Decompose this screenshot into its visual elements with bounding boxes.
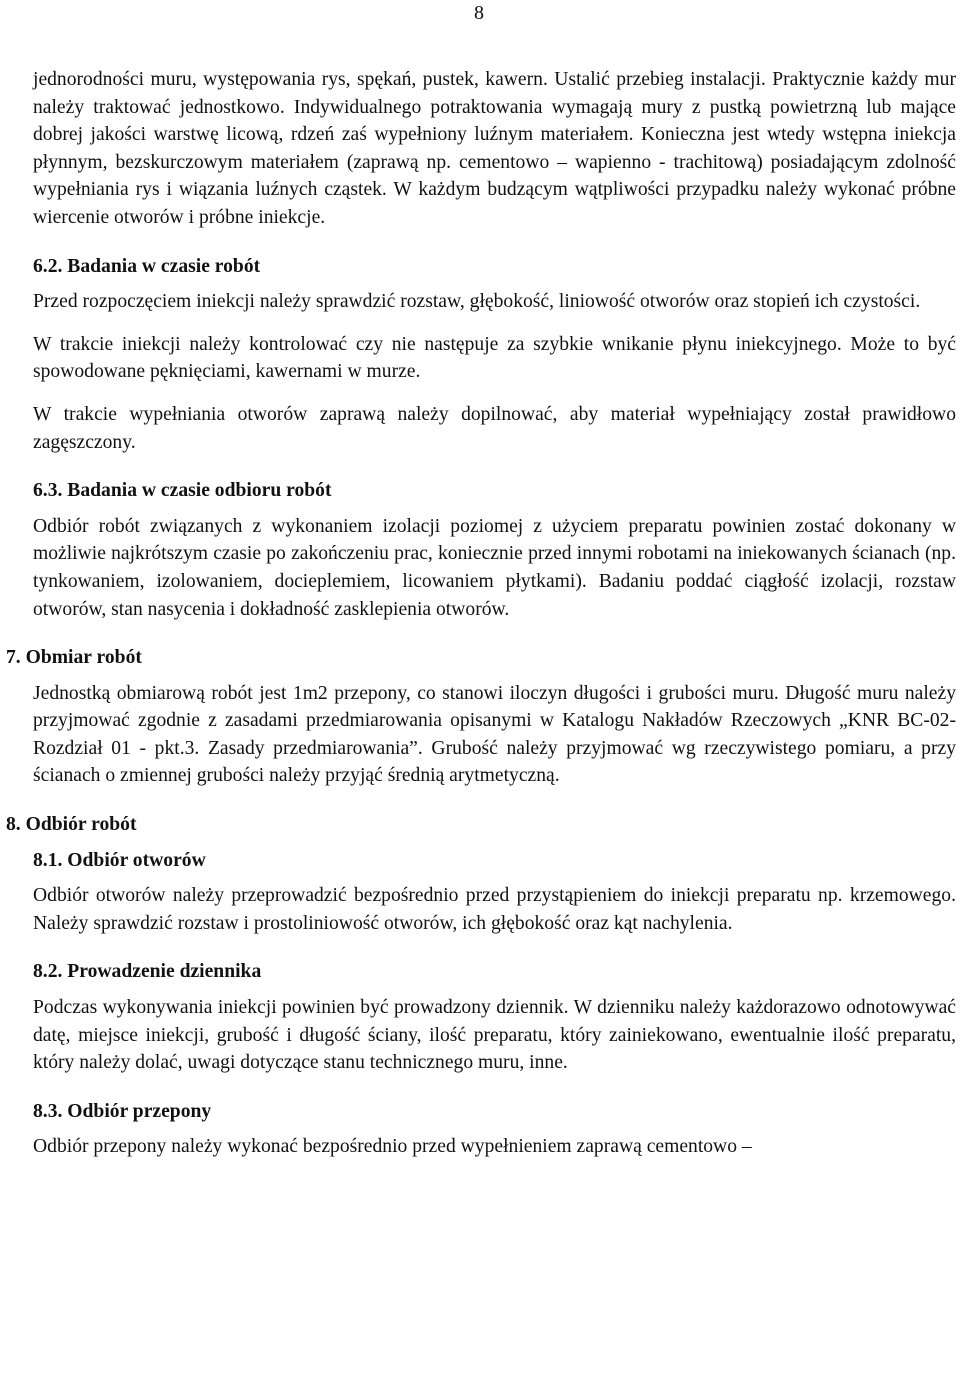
intro-paragraph: jednorodności muru, występowania rys, spękań, pustek, kawern. Ustalić przebieg instalacji. Praktycznie każdy mur należy traktować jednostkowo. Indywidualnego potraktowania wymagają mury z pustką powietrzną lub mające dobrej jakości warstwę licową, rdzeń zaś wypełniony luźnym materiałem. Konieczna jest wtedy wstępna iniekcja płynnym, bezskurczowym materiałem (zaprawą np. cementowo – wapienno - trachitową) posiadającym zdolność wypełniania rys i wiązania luźnych cząstek. W każdym budzącym wątpliwości przypadku należy wykonać próbne wiercenie otworów i próbne iniekcje. [33, 69, 956, 228]
section-8-2-heading: 8.2. Prowadzenie dziennika [33, 961, 262, 983]
section-6-2-paragraph-3: W trakcie wypełniania otworów zaprawą należy dopilnować, aby materiał wypełniający został prawidłowo zagęszczony. [33, 403, 956, 453]
section-6-2-paragraph-2: W trakcie iniekcji należy kontrolować czy nie następuje za szybkie wnikanie płynu iniekcyjnego. Może to być spowodowane pęknięciami, kawernami w murze. [33, 333, 956, 383]
section-7-heading: 7. Obmiar robót [6, 647, 142, 669]
section-6-2-paragraph-1: Przed rozpoczęciem iniekcji należy sprawdzić rozstaw, głębokość, liniowość otworów oraz stopień ich czystości. [33, 291, 921, 313]
document-body [6, 66, 956, 1161]
section-8-2-paragraph: Podczas wykonywania iniekcji powinien być prowadzony dziennik. W dzienniku należy każdorazowo odnotowywać datę, miejsce iniekcji, grubość i długość ściany, ilość preparatu, który zainiekowano, ewentualnie ilość preparatu, który należy dolać, uwagi dotyczące stanu technicznego muru, inne. [33, 997, 956, 1074]
section-6-3-paragraph: Odbiór robót związanych z wykonaniem izolacji poziomej z użyciem preparatu powinien zostać dokonany w możliwie najkrótszym czasie po zakończeniu prac, koniecznie przed innymi robotami na iniekowanych ścianach (np. tynkowaniem, izolowaniem, docieplemiem, licowaniem płytkami). Badaniu poddać ciągłość izolacji, rozstaw otworów, stan nasycenia i dokładność zasklepienia otworów. [33, 515, 956, 620]
section-8-3-heading: 8.3. Odbiór przepony [33, 1100, 212, 1122]
section-6-3-heading: 6.3. Badania w czasie odbioru robót [33, 480, 332, 502]
section-8-1-heading: 8.1. Odbiór otworów [33, 849, 206, 871]
section-7-paragraph: Jednostką obmiarową robót jest 1m2 przepony, co stanowi iloczyn długości i grubości muru. Długość muru należy przyjmować zgodnie z zasadami przedmiarowania opisanymi w Katalogu Nakładów Rzeczowych „KNR BC-02-Rozdział 01 - pkt.3. Zasady przedmiarowania”. Grubość należy przyjmować wg rzeczywistego pomiaru, a przy ścianach o zmiennej grubości należy przyjąć średnią arytmetyczną. [33, 682, 956, 787]
section-8-3-paragraph: Odbiór przepony należy wykonać bezpośrednio przed wypełnieniem zaprawą cementowo – [33, 1136, 752, 1158]
section-8-1-paragraph: Odbiór otworów należy przeprowadzić bezpośrednio przed przystąpieniem do iniekcji preparatu np. krzemowego. Należy sprawdzić rozstaw i prostoliniowość otworów, ich głębokość oraz kąt nachylenia. [33, 885, 956, 934]
page-number: 8 [474, 2, 484, 24]
section-6-2-heading: 6.2. Badania w czasie robót [33, 255, 261, 277]
section-8-heading: 8. Odbiór robót [6, 814, 137, 836]
